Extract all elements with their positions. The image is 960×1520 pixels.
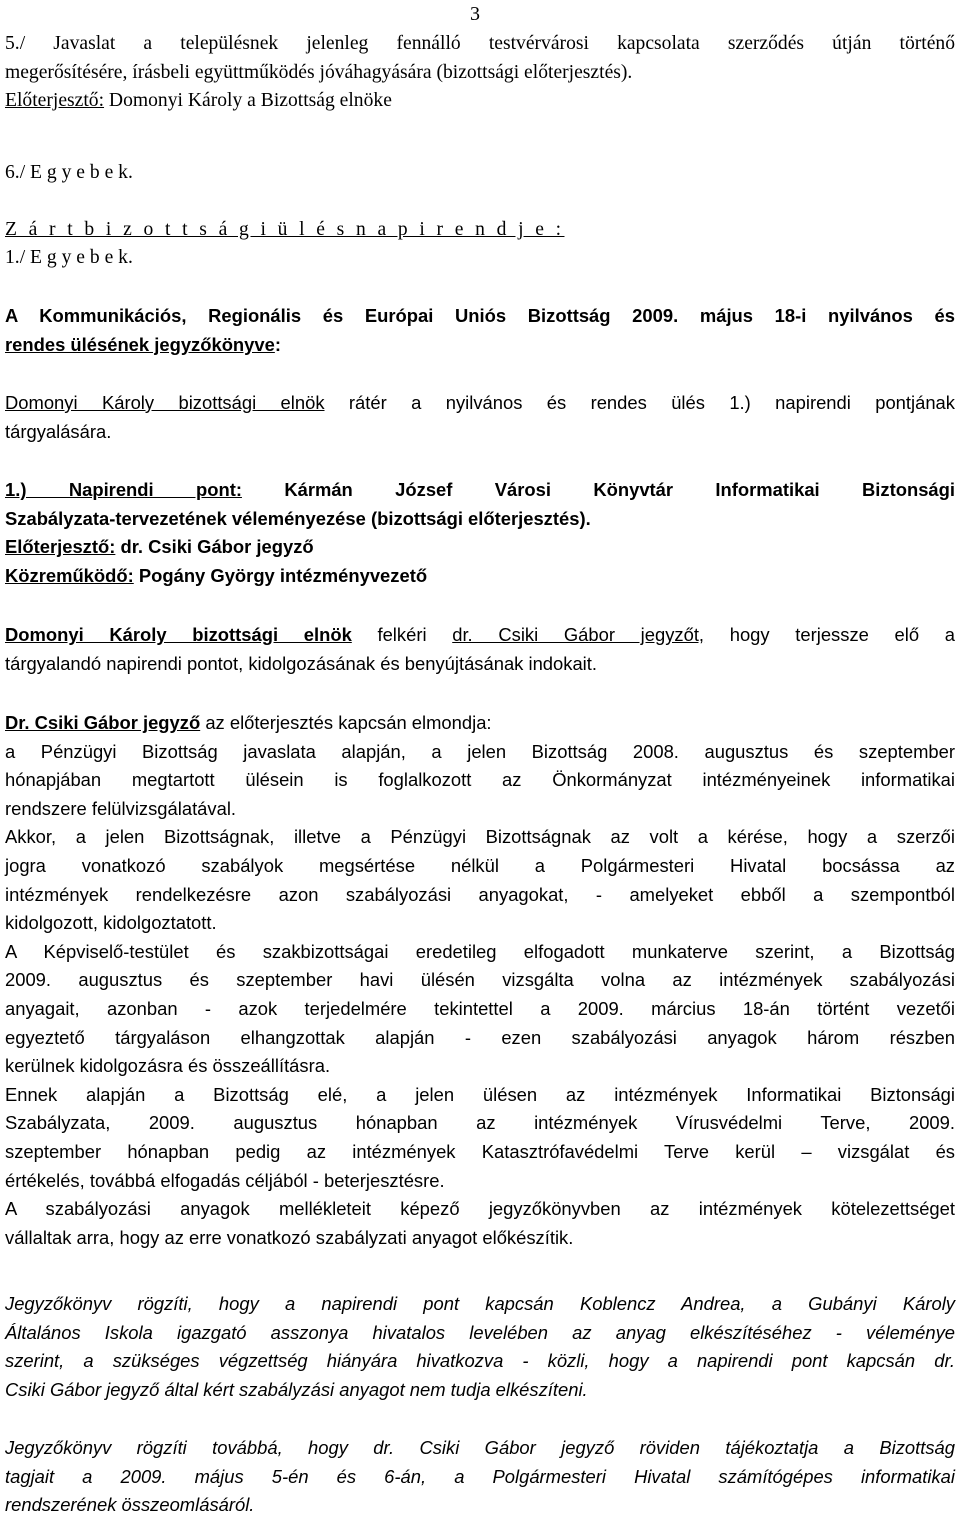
statement-line: jogra vonatkozó szabályok megsértése nélkül a Polgármesteri Hivatal bocsássa az bbox=[5, 854, 955, 876]
record-line: rendszerének összeomlásáról. bbox=[5, 1494, 255, 1516]
minutes-title bbox=[5, 302, 955, 359]
request-verb: felkéri bbox=[351, 624, 453, 645]
record-line: szerint, a szükséges végzettség hiányára hivatkozva - közli, hogy a napirendi pont kapcsán dr. bbox=[5, 1350, 955, 1372]
request-paragraph bbox=[5, 621, 955, 678]
agenda-item-5-presenter bbox=[5, 87, 955, 116]
notary-statement bbox=[5, 709, 955, 1252]
speaker-name: Dr. Csiki Gábor jegyző bbox=[5, 712, 201, 733]
statement-intro-text: az előterjesztés kapcsán elmondja: bbox=[200, 712, 492, 733]
minutes-title-underlined: rendes ülésének jegyzőkönyve bbox=[5, 333, 275, 355]
minutes-title-line bbox=[5, 331, 955, 360]
minutes-title-colon: : bbox=[274, 333, 281, 355]
statement-line: értékelés, továbbá elfogadás céljából - beterjesztésre. bbox=[5, 1169, 445, 1191]
statement-line: Szabályzata, 2009. augusztus hónapban az intézmények Vírusvédelmi Terve, 2009. bbox=[5, 1112, 955, 1134]
page-number: 3 bbox=[470, 3, 480, 25]
statement-line: Akkor, a jelen Bizottságnak, illetve a Pénzügyi Bizottságnak az volt a kérése, hogy a szerzői bbox=[5, 826, 955, 848]
record-line: Jegyzőkönyv rögzíti, hogy a napirendi pont kapcsán Koblencz Andrea, a Gubányi Károly bbox=[5, 1293, 955, 1314]
statement-line: szeptember hónapban pedig az intézmények Katasztrófavédelmi Terve kerül – vizsgálat és bbox=[5, 1140, 955, 1162]
statement-line: anyagait, azonban - azok terjedelmére tekintettel a 2009. március 18-án történt vezetői bbox=[5, 997, 955, 1019]
record-note-1 bbox=[5, 1290, 955, 1404]
agenda-point-title: Kármán József Városi Könyvtár Informatikai Biztonsági bbox=[241, 479, 955, 500]
record-note-2 bbox=[5, 1434, 955, 1520]
presenter-label: Előterjesztő: bbox=[5, 536, 116, 558]
contributor-label: Közreműködő: bbox=[5, 564, 134, 586]
agenda-point-1-presenter bbox=[5, 533, 955, 562]
request-line bbox=[5, 621, 955, 650]
agenda-item-5 bbox=[5, 30, 955, 116]
statement-line: A Képviselő-testület és szakbizottságai eredetileg elfogadott munkaterve szerint, a Bizottság bbox=[5, 940, 955, 962]
intro-text: rátér a nyilvános és rendes ülés 1.) napirendi pontjának bbox=[324, 392, 955, 413]
minutes-title-line: A Kommunikációs, Regionális és Európai Uniós Bizottság 2009. május 18-i nyilvános és bbox=[5, 305, 955, 326]
agenda-point-label: 1.) Napirendi pont: bbox=[5, 479, 242, 500]
agenda-item-5-line: 5./ Javaslat a településnek jelenleg fennálló testvérvárosi kapcsolata szerződés útján történő bbox=[5, 33, 955, 54]
notary-name: dr. Csiki Gábor jegyzőt, bbox=[452, 624, 705, 645]
record-line: Általános Iskola igazgató asszonya hivatalos levelében az anyag elkészítéséhez - véleménye bbox=[5, 1321, 955, 1343]
statement-line: a Pénzügyi Bizottság javaslata alapján, a jelen Bizottság 2008. augusztus és szeptember bbox=[5, 740, 955, 762]
presenter-name: dr. Csiki Gábor jegyző bbox=[115, 536, 314, 558]
statement-intro bbox=[5, 709, 955, 738]
statement-line: intézmények rendelkezésre azon szabályozási anyagokat, - amelyeket ebből a szempontból bbox=[5, 883, 955, 905]
agenda-point-1-contributor bbox=[5, 562, 955, 591]
agenda-point-1-line: Szabályzata-tervezetének véleményezése (bizottsági előterjesztés). bbox=[5, 507, 591, 529]
record-line: Csiki Gábor jegyző által kért szabályzási anyagot nem tudja elkészíteni. bbox=[5, 1378, 588, 1400]
agenda-point-1-line bbox=[5, 476, 955, 505]
presenter-name: Domonyi Károly a Bizottság elnöke bbox=[104, 90, 392, 112]
agenda-point-1 bbox=[5, 476, 955, 590]
statement-line: egyeztető tárgyaláson elhangzottak alapján - ezen szabályozási anyagok három részben bbox=[5, 1026, 955, 1048]
intro-line: tárgyalására. bbox=[5, 420, 112, 442]
statement-line: hónapjában megtartott ülésein is foglalkozott az Önkormányzat intézményeinek informatikai bbox=[5, 769, 955, 791]
record-line: tagjait a 2009. május 5-én és 6-án, a Polgármesteri Hivatal számítógépes informatikai bbox=[5, 1465, 955, 1487]
statement-line: A szabályozási anyagok mellékleteit képező jegyzőkönyvben az intézmények kötelezettséget bbox=[5, 1198, 955, 1220]
speaker-name: Domonyi Károly bizottsági elnök bbox=[5, 392, 325, 413]
statement-line: Ennek alapján a Bizottság elé, a jelen ülésen az intézmények Informatikai Biztonsági bbox=[5, 1083, 955, 1105]
request-text: hogy terjessze elő a bbox=[704, 624, 955, 645]
agenda-item-6: 6./ E g y e b e k. bbox=[5, 162, 133, 183]
statement-line: rendszere felülvizsgálatával. bbox=[5, 797, 237, 819]
request-line: tárgyalandó napirendi pontot, kidolgozásának és benyújtásának indokait. bbox=[5, 652, 597, 674]
statement-line: 2009. augusztus és szeptember havi ülésén vizsgálta volna az intézmények szabályozási bbox=[5, 969, 955, 991]
closed-session-heading: Z á r t b i z o t t s á g i ü l é s n a p i r e n d j e : bbox=[5, 219, 565, 240]
record-line: Jegyzőkönyv rögzíti továbbá, hogy dr. Csiki Gábor jegyző röviden tájékoztatja a Bizottság bbox=[5, 1437, 955, 1458]
statement-line: kerülnek kidolgozásra és összeállításra. bbox=[5, 1055, 331, 1077]
statement-line: kidolgozott, kidolgoztatott. bbox=[5, 912, 217, 934]
presenter-label: Előterjesztő: bbox=[5, 90, 105, 112]
intro-line bbox=[5, 389, 955, 418]
chair-name: Domonyi Károly bizottsági elnök bbox=[5, 624, 352, 645]
closed-session-item-1: 1./ E g y e b e k. bbox=[5, 247, 133, 268]
statement-line: vállaltak arra, hogy az erre vonatkozó szabályzati anyagot előkészítik. bbox=[5, 1226, 574, 1248]
contributor-name: Pogány György intézményvezető bbox=[133, 564, 428, 586]
agenda-item-5-line: megerősítésére, írásbeli együttműködés jóváhagyására (bizottsági előterjesztés). bbox=[5, 61, 633, 83]
intro-paragraph bbox=[5, 389, 955, 446]
